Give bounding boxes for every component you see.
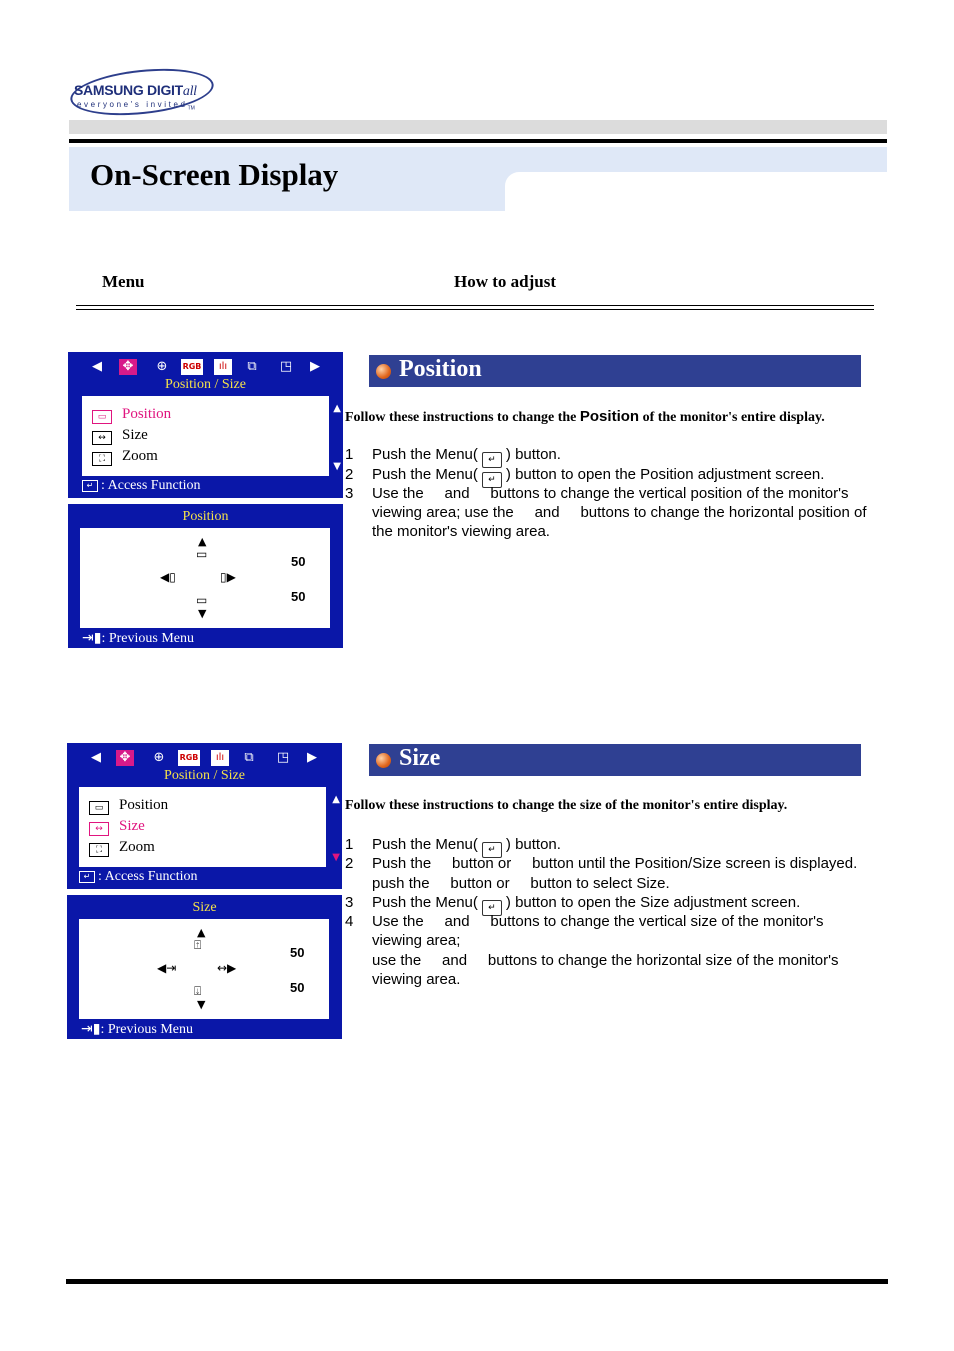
vertical-value: 50 bbox=[290, 945, 305, 960]
step-text-a: Push the Menu( bbox=[372, 446, 478, 463]
rgb-icon: RGB bbox=[181, 359, 203, 375]
menu-button-icon: ↵ bbox=[482, 842, 502, 858]
step-text-a: Push the Menu( bbox=[372, 836, 478, 853]
osd-subtitle: Position / Size bbox=[165, 377, 246, 392]
right-move-icon: ▯▶ bbox=[220, 570, 236, 584]
position-intro bbox=[345, 408, 825, 426]
left-move-icon: ◀▯ bbox=[160, 570, 176, 584]
rgb-icon: RGB bbox=[178, 750, 200, 766]
recall-icon: ⧉ bbox=[244, 750, 254, 765]
down-arrow-icon: ▼ bbox=[197, 998, 206, 1011]
vertical-value: 50 bbox=[291, 554, 306, 569]
step-text-a: Push the Menu( bbox=[372, 466, 478, 483]
geometry-icon: ⊕ bbox=[153, 750, 165, 765]
size-icon: ↔ bbox=[92, 431, 112, 445]
header-grey-strip bbox=[69, 120, 887, 134]
osd-adjust-footer-text: : Previous Menu bbox=[101, 631, 194, 646]
logo-tagline-text: everyone's invited bbox=[77, 100, 188, 109]
osd-item-list bbox=[82, 396, 329, 476]
osd-item-position bbox=[89, 797, 168, 815]
column-header-menu: Menu bbox=[102, 272, 145, 291]
up-arrow-icon: ▲ bbox=[197, 926, 206, 939]
osd-item-label: Position bbox=[122, 406, 172, 422]
enter-key-icon: ↵ bbox=[79, 871, 95, 883]
section-title: Position bbox=[399, 356, 482, 382]
section-title: Size bbox=[399, 745, 441, 771]
column-header-how: How to adjust bbox=[454, 272, 557, 291]
step-text: the monitor's viewing area. bbox=[372, 523, 550, 540]
section-header-position bbox=[369, 355, 861, 387]
osd-icon-row bbox=[67, 747, 342, 769]
exit-icon: ⇥▮ bbox=[82, 631, 102, 646]
page-title: On-Screen Display bbox=[90, 157, 339, 192]
zoom-icon: ⛶ bbox=[92, 452, 112, 466]
step-number: 4 bbox=[345, 913, 354, 930]
position-size-icon: ✥ bbox=[119, 359, 137, 375]
step-text: viewing area; use the and buttons to change the horizontal position of bbox=[372, 504, 867, 521]
expand-horizontal-icon: ↔▶ bbox=[217, 961, 237, 975]
menu-button-icon: ↵ bbox=[482, 472, 502, 488]
scroll-down-icon: ▼ bbox=[333, 461, 341, 472]
intro-text: Follow these instructions to change the bbox=[345, 410, 580, 425]
zoom-icon: ⛶ bbox=[89, 843, 109, 857]
osd-item-label: Position bbox=[119, 797, 169, 813]
osd-adjust-area bbox=[79, 919, 329, 1019]
vertical-size-icon: ⍐ bbox=[194, 938, 202, 952]
samsung-logo bbox=[68, 66, 214, 116]
title-panel-curve bbox=[505, 172, 535, 211]
horizontal-value: 50 bbox=[291, 589, 306, 604]
osd-adjust-position bbox=[68, 504, 343, 648]
left-arrow-icon: ◀ bbox=[91, 750, 101, 765]
step-text-b: ) button. bbox=[505, 836, 561, 853]
up-arrow-icon: ▲ bbox=[198, 535, 207, 548]
osd-subtitle: Position / Size bbox=[164, 768, 245, 783]
shrink-horizontal-icon: ◀⇥ bbox=[157, 961, 177, 975]
logo-tagline bbox=[77, 100, 195, 112]
vertical-shrink-icon: ⍗ bbox=[194, 984, 202, 998]
title-panel-extension bbox=[505, 147, 887, 172]
window-icon: ◳ bbox=[276, 750, 290, 765]
osd-menu-position bbox=[68, 352, 343, 498]
logo-tm: TM bbox=[187, 105, 195, 112]
osd-footer-text: : Access Function bbox=[101, 478, 201, 493]
step-text-b: ) button to open the Size adjustment screen. bbox=[505, 894, 801, 911]
header-rule bbox=[69, 139, 887, 143]
osd-item-zoom bbox=[89, 839, 155, 857]
osd-item-label: Zoom bbox=[119, 839, 155, 855]
footer-rule bbox=[66, 1279, 888, 1284]
intro-keyword: Position bbox=[579, 408, 640, 425]
osd-adjust-size bbox=[67, 895, 342, 1039]
step-number: 3 bbox=[345, 485, 354, 502]
osd-adjust-title: Size bbox=[192, 900, 217, 915]
step-text: Use the and buttons to change the vertical position of the monitor's bbox=[372, 485, 849, 502]
bullet-icon bbox=[376, 753, 391, 768]
color-bars-icon: ılı bbox=[211, 750, 229, 766]
osd-adjust-footer bbox=[81, 1021, 193, 1038]
step-text: push the button or button to select Size. bbox=[372, 875, 670, 892]
osd-footer bbox=[79, 869, 198, 885]
step-number: 2 bbox=[345, 466, 354, 483]
monitor-down-icon: ▭ bbox=[196, 593, 208, 607]
osd-item-list bbox=[79, 787, 326, 867]
osd-menu-size bbox=[67, 743, 342, 889]
step-text-a: Push the Menu( bbox=[372, 894, 478, 911]
osd-adjust-area bbox=[80, 528, 330, 628]
menu-button-icon: ↵ bbox=[482, 452, 502, 468]
step-text: use the and buttons to change the horizontal size of the monitor's bbox=[372, 952, 839, 969]
logo-brand-italic: all bbox=[182, 84, 197, 99]
osd-icon-row bbox=[68, 356, 343, 378]
exit-icon: ⇥▮ bbox=[81, 1022, 101, 1037]
step-text: viewing area; bbox=[372, 932, 461, 949]
osd-item-label: Size bbox=[122, 427, 148, 443]
step-text: viewing area. bbox=[372, 971, 461, 988]
step-number: 3 bbox=[345, 894, 354, 911]
scroll-down-icon: ▼ bbox=[332, 852, 340, 863]
window-icon: ◳ bbox=[279, 359, 293, 374]
position-icon: ▭ bbox=[92, 410, 112, 424]
section-header-size bbox=[369, 744, 861, 776]
position-size-icon: ✥ bbox=[116, 750, 134, 766]
osd-item-size bbox=[89, 818, 145, 836]
step-text-b: ) button. bbox=[505, 446, 561, 463]
menu-button-icon: ↵ bbox=[482, 900, 502, 916]
geometry-icon: ⊕ bbox=[156, 359, 168, 374]
osd-adjust-title: Position bbox=[182, 509, 229, 524]
step-number: 2 bbox=[345, 855, 354, 872]
color-bars-icon: ılı bbox=[214, 359, 232, 375]
bullet-icon bbox=[376, 364, 391, 379]
right-arrow-icon: ▶ bbox=[310, 359, 320, 374]
logo-brand bbox=[74, 82, 197, 100]
osd-item-size bbox=[92, 427, 148, 445]
position-icon: ▭ bbox=[89, 801, 109, 815]
column-divider bbox=[76, 305, 874, 310]
osd-item-zoom bbox=[92, 448, 158, 466]
logo-brand-text: SAMSUNG DIGIT bbox=[74, 82, 183, 98]
size-intro: Follow these instructions to change the size of the monitor's entire display. bbox=[345, 798, 788, 813]
step-number: 1 bbox=[345, 836, 354, 853]
horizontal-value: 50 bbox=[290, 980, 305, 995]
recall-icon: ⧉ bbox=[247, 359, 257, 374]
enter-key-icon: ↵ bbox=[82, 480, 98, 492]
osd-footer-text: : Access Function bbox=[98, 869, 198, 884]
osd-item-label: Size bbox=[119, 818, 145, 834]
scroll-up-icon: ▲ bbox=[333, 403, 341, 414]
scroll-up-icon: ▲ bbox=[332, 794, 340, 805]
monitor-up-icon: ▭ bbox=[196, 547, 208, 561]
osd-adjust-footer-text: : Previous Menu bbox=[100, 1022, 193, 1037]
osd-item-label: Zoom bbox=[122, 448, 158, 464]
intro-text: of the monitor's entire display. bbox=[639, 410, 825, 425]
down-arrow-icon: ▼ bbox=[198, 607, 207, 620]
right-arrow-icon: ▶ bbox=[307, 750, 317, 765]
step-text: Use the and buttons to change the vertical size of the monitor's bbox=[372, 913, 824, 930]
step-number: 1 bbox=[345, 446, 354, 463]
osd-item-position bbox=[92, 406, 171, 424]
step-text-b: ) button to open the Position adjustment screen. bbox=[505, 466, 825, 483]
osd-footer bbox=[82, 478, 201, 494]
step-text: Push the button or button until the Position/Size screen is displayed. bbox=[372, 855, 858, 872]
size-icon: ↔ bbox=[89, 822, 109, 836]
left-arrow-icon: ◀ bbox=[92, 359, 102, 374]
osd-adjust-footer bbox=[82, 630, 194, 647]
